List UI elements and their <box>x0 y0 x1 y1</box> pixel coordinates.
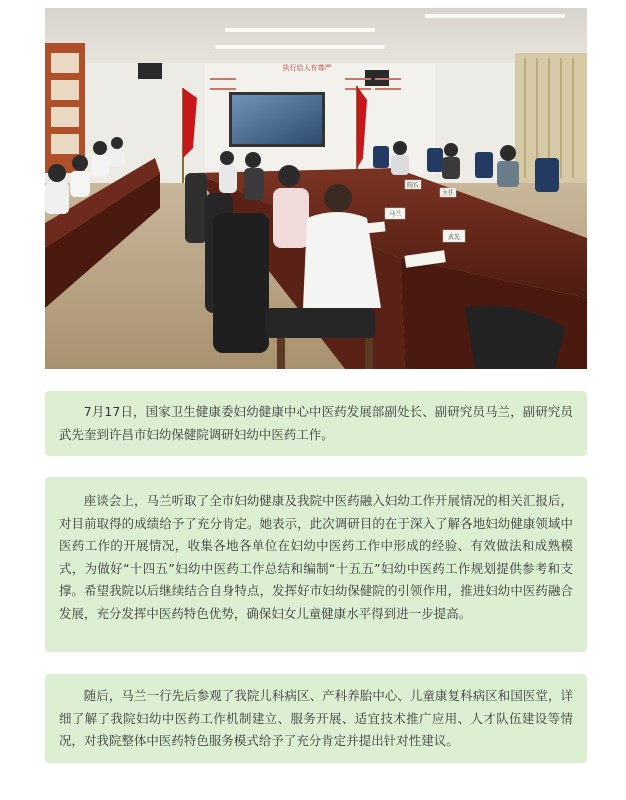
nameplate-3: 院长 <box>406 182 420 189</box>
meeting-paragraph: 座谈会上，马兰听取了全市妇幼健康及我院中医药融入妇幼工作开展情况的相关汇报后，对目前取得的成绩给予了充分肯定。她表示，此次调研目的在于深入了解各地妇幼健康领域中医药工作的开展情况，收集各地各单位在妇幼中医药工作中形成的经验、有效做法和成熟模式，为做好“十四五”妇幼中医药工作总结和编制“十五五”妇幼中医药工作规划提供参考和支撑。希望我院以后继续结合自身特点，发挥好市妇幼保健院的引领作用，推进妇幼中医药融合发展，充分发挥中医药特色优势，确保妇女儿童健康水平得到进一步提高。 <box>59 493 573 621</box>
visit-paragraph-card <box>45 674 587 763</box>
meeting-paragraph-card <box>45 477 587 652</box>
meeting-photo <box>45 8 587 369</box>
nameplate-4: 主任 <box>441 190 455 197</box>
meeting-room-illustration <box>45 8 587 369</box>
intro-paragraph-card <box>45 391 587 456</box>
wall-banner-text: 执行给人有尊严 <box>282 64 332 72</box>
visit-paragraph: 随后，马兰一行先后参观了我院儿科病区、产科养胎中心、儿童康复科病区和国医堂，详细了解了我院妇幼中医药工作机制建立、服务开展、适宜技术推广应用、人才队伍建设等情况，对我院整体中医药特色服务模式给予了充分肯定并提出针对性建议。 <box>59 688 573 748</box>
nameplate-2: 武先 <box>447 234 461 241</box>
intro-paragraph: 7月17日，国家卫生健康委妇幼健康中心中医药发展部副处长、副研究员马兰，副研究员武先奎到许昌市妇幼保健院调研妇幼中医药工作。 <box>59 404 573 442</box>
nameplate-1: 马兰 <box>388 211 402 218</box>
